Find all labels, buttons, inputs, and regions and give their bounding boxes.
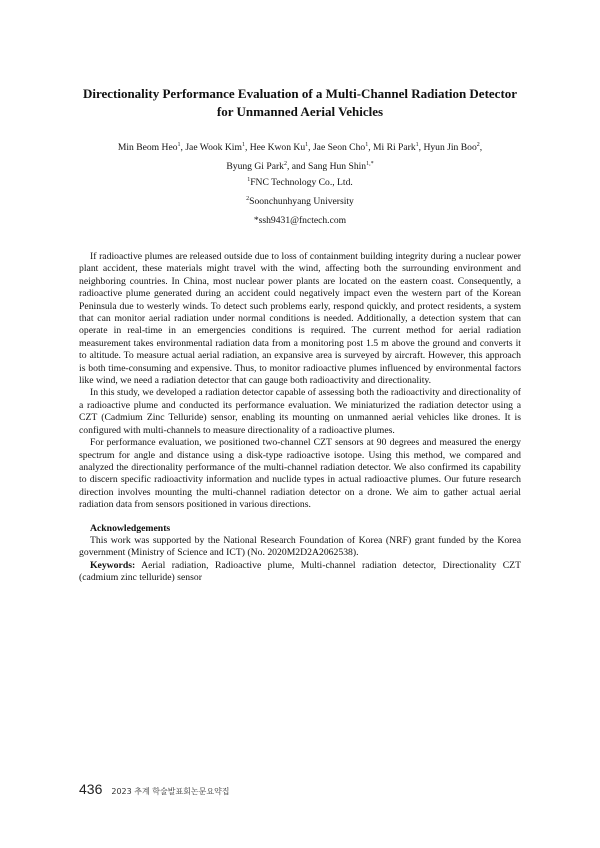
author-affil-mark: 2 xyxy=(283,160,287,167)
title-line-1: Directionality Performance Evaluation of a Multi-Channel Radiation Detector xyxy=(82,86,518,101)
abstract-body xyxy=(79,251,521,585)
author-name: , Hyun Jin Boo xyxy=(418,142,477,153)
author-separator: , xyxy=(479,142,483,153)
keywords xyxy=(79,560,521,585)
affiliation-name: Soonchunhyang University xyxy=(249,196,354,207)
title-line-2: for Unmanned Aerial Vehicles xyxy=(216,104,384,119)
affiliation-1 xyxy=(100,177,500,189)
author-name: , Hee Kwon Ku xyxy=(244,142,306,153)
journal-name: 2023 추계 학술발표회논문요약집 xyxy=(111,787,230,796)
paper-title xyxy=(60,85,540,121)
keywords-text: Aerial radiation, Radioactive plume, Multi-channel radiation detector, Directionality CZT (cadmium zinc telluride) sensor xyxy=(79,559,521,584)
keywords-label: Keywords: xyxy=(90,559,136,571)
body-paragraph-1: If radioactive plumes are released outside due to loss of containment building integrity during a nuclear power plant accident, these materials might travel with the wind, affecting both the surrounding environment and neighboring countries. In China, most nuclear power plants are located on the eastern coast. Consequently, a radioactive plume generated during an accident could negatively impact even the western part of the Korean Peninsula due to westerly winds. To detect such problems early, respond quickly, and protect residents, a system that can monitor aerial radiation under normal conditions is needed. Additionally, a detection system that can operate in real-time in an emergencies conditions is required. The current method for aerial radiation measurement takes environmental radiation data from a monitoring post 1.5 m above the ground and converts it to altitude. To measure actual aerial radiation, an expansive area is surveyed by aircraft. However, this approach is both time-consuming and expensive. Thus, to monitor radioactive plumes influenced by environmental factors like wind, we need a radiation detector that can gauge both radioactivity and directionality. xyxy=(79,251,521,387)
author-affil-mark: 1 xyxy=(415,141,419,148)
author-affil-mark: 1,* xyxy=(366,160,374,167)
author-name: , Jae Wook Kim xyxy=(180,142,242,153)
author-name: Byung Gi Park xyxy=(226,161,284,172)
body-paragraph-3: For performance evaluation, we positioned two-channel CZT sensors at 90 degrees and measured the energy spectrum for angle and distance using a disk-type radioactive isotope. Using this method, we compared and analyzed the directionality performance of the multi-channel radiation detector. We also confirmed its capability to discern specific radioactivity information and nuclide types in actual radioactive plumes. Our future research direction involves mounting the multi-channel radiation detector on a drone. We aim to gather actual aerial radiation data from sensors positioned in various directions. xyxy=(79,437,521,511)
author-name: Min Beom Heo xyxy=(117,142,178,153)
author-affil-mark: 2 xyxy=(476,141,480,148)
author-name: , Jae Seon Cho xyxy=(308,142,366,153)
affiliation-name: FNC Technology Co., Ltd. xyxy=(250,177,353,188)
author-affil-mark: 1 xyxy=(241,141,245,148)
author-list xyxy=(70,138,530,176)
author-affil-mark: 1 xyxy=(305,141,309,148)
acknowledgements-text: This work was supported by the National Research Foundation of Korea (NRF) grant funded by the Korea government (Ministry of Science and ICT) (No. 2020M2D2A2062538). xyxy=(79,534,521,559)
affiliation-mark: 1 xyxy=(247,176,251,183)
corresponding-email: *ssh9431@fnctech.com xyxy=(253,215,347,226)
author-name: , and Sang Hun Shin xyxy=(286,161,367,172)
page-footer xyxy=(79,781,230,797)
body-paragraph-2: In this study, we developed a radiation detector capable of assessing both the radioactivity and directionality of a radioactive plume and conducted its performance evaluation. We miniaturized the radiation detector using a CZT (Cadmium Zinc Telluride) sensor, enabling its mounting on unmanned aerial vehicles like drones. It is configured with multi-channels to measure directionality of a radioactive plumes. xyxy=(79,387,521,436)
author-affil-mark: 1 xyxy=(365,141,369,148)
acknowledgements-heading: Acknowledgements xyxy=(90,522,171,534)
author-name: , Mi Ri Park xyxy=(368,142,416,153)
page-number: 436 xyxy=(79,781,103,797)
affiliation-mark: 2 xyxy=(246,195,250,202)
affiliation-2 xyxy=(100,196,500,208)
author-affil-mark: 1 xyxy=(177,141,181,148)
